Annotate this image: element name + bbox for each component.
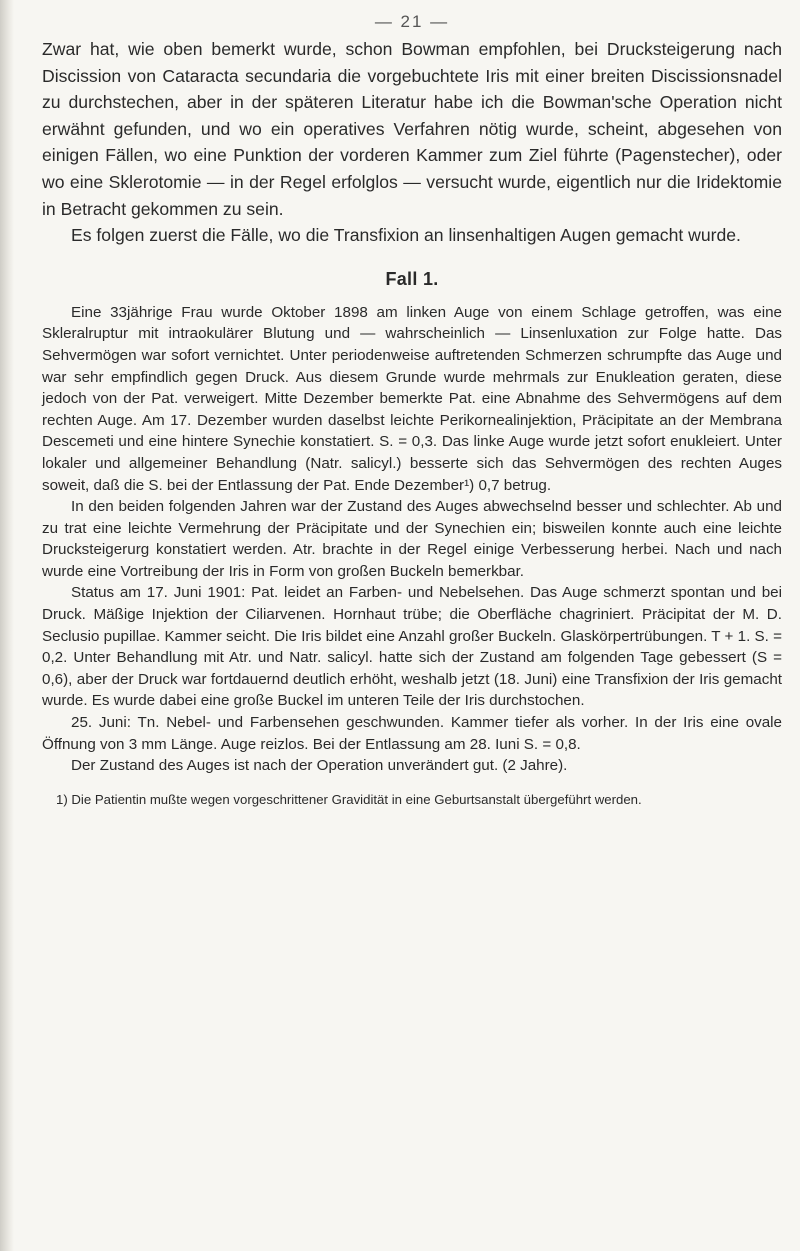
- book-page: [42, 0, 782, 1251]
- footnote-text: 1) Die Patientin mußte wegen vorgeschrittener Gravidität in eine Geburtsanstalt übergeführt werden.: [56, 791, 642, 807]
- case-text: [42, 302, 782, 777]
- intro-paragraph: Es folgen zuerst die Fälle, wo die Transfixion an linsenhaltigen Augen gemacht wurde.: [71, 225, 741, 246]
- page-number: — 21 —: [374, 12, 450, 31]
- case-paragraph: Eine 33jährige Frau wurde Oktober 1898 am linken Auge von einem Schlage getroffen, was eine Skleralruptur mit intraokulärer Blutung und — wahrscheinlich — Linsenluxation zur Folge hatte. Das Sehvermögen war sofort vernichtet. Unter periodenweise auftretenden Schmerzen schrumpfte das Auge und war sehr empfindlich gegen Druck. Aus diesem Grunde wurde mehrmals zur Enukleation geraten, diese jedoch von der Pat. verweigert. Mitte Dezember bemerkte Pat. eine Abnahme des Sehvermögens auf dem rechten Auge. Am 17. Dezember wurden daselbst leichte Perikornealinjektion, Präcipitate an der Membrana Descemeti und eine hintere Synechie konstatiert. S. = 0,3. Das linke Auge wurde jetzt sofort enukleiert. Unter lokaler und allgemeiner Behandlung (Natr. salicyl.) besserte sich das Sehvermögen des rechten Auges soweit, daß die S. bei der Entlassung der Pat. Ende Dezember¹) 0,7 betrug.: [42, 303, 782, 494]
- case-paragraph: 25. Juni: Tn. Nebel- und Farbensehen geschwunden. Kammer tiefer als vorher. In der Iris eine ovale Öffnung von 3 mm Länge. Auge reizlos. Bei der Entlassung am 28. Iuni S. = 0,8.: [42, 714, 782, 753]
- case-paragraph: Status am 17. Juni 1901: Pat. leidet an Farben- und Nebelsehen. Das Auge schmerzt spontan und bei Druck. Mäßige Injektion der Ciliarvenen. Hornhaut trübe; die Oberfläche chagriniert. Präcipitat der M. D. Seclusio pupillae. Kammer seicht. Die Iris bildet eine Anzahl großer Buckeln. Glaskörpertrübungen. T + 1. S. = 0,2. Unter Behandlung mit Atr. und Natr. salicyl. hatte sich der Zustand am folgenden Tage gebessert (S = 0,6), aber der Druck war fortdauernd deutlich erhöht, weshalb jetzt (18. Juni) eine Transfixion der Iris gemacht wurde. Es wurde dabei eine große Buckel im unteren Teile der Iris durchstochen.: [42, 584, 782, 710]
- intro-text: [42, 36, 782, 249]
- footnote: [42, 791, 782, 809]
- book-spine-shadow: [0, 0, 14, 1251]
- case-heading: Fall 1.: [385, 268, 439, 289]
- case-paragraph: In den beiden folgenden Jahren war der Zustand des Auges abwechselnd besser und schlechter. Ab und zu trat eine leichte Vermehrung der Präcipitate und der Synechien ein; bisweilen konnte auch eine leichte Drucksteigerurg konstatiert werden. Atr. brachte in der Regel einige Verbesserung herbei. Nach und nach wurde eine Vortreibung der Iris in Form von großen Buckeln bemerkbar.: [42, 498, 782, 580]
- intro-paragraph: Zwar hat, wie oben bemerkt wurde, schon Bowman empfohlen, bei Drucksteigerung nach Discission von Cataracta secundaria die vorgebuchtete Iris mit einer breiten Discissionsnadel zu durchstechen, aber in der späteren Literatur habe ich die Bowman'sche Operation nicht erwähnt gefunden, und wo ein operatives Verfahren nötig wurde, scheint, abgesehen von einigen Fällen, wo eine Punktion der vorderen Kammer zum Ziel führte (Pagenstecher), oder wo eine Sklerotomie — in der Regel erfolglos — versucht wurde, eigentlich nur die Iridektomie in Betracht gekommen zu sein.: [42, 39, 782, 219]
- case-paragraph: Der Zustand des Auges ist nach der Operation unverändert gut. (2 Jahre).: [71, 757, 568, 775]
